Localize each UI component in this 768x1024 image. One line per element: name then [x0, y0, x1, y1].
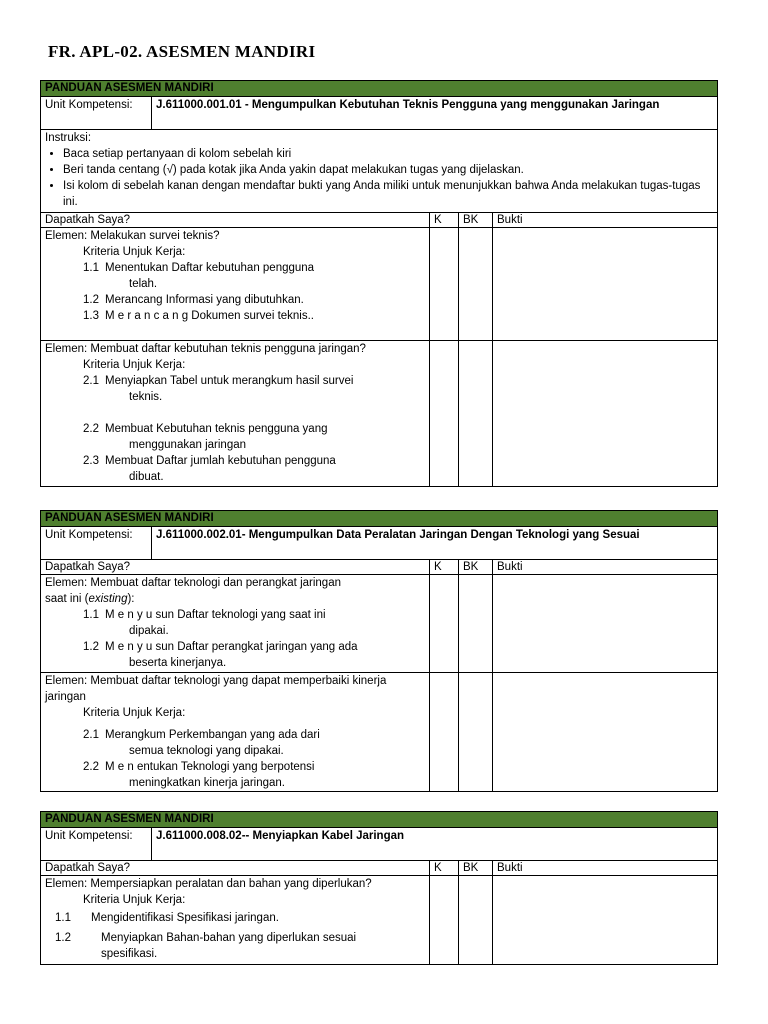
instruction-title: Instruksi:: [45, 132, 92, 144]
criteria-item: 2.1 Menyiapkan Tabel untuk merangkum hasil survei: [83, 375, 354, 387]
element-cell: [41, 228, 430, 341]
criteria-item: 1.3 M e r a n c a n g Dokumen survei teknis..: [83, 310, 315, 322]
element-cell: [41, 876, 430, 965]
criteria-label: Kriteria Unjuk Kerja:: [83, 359, 186, 371]
section-header: PANDUAN ASESMEN MANDIRI: [41, 511, 718, 527]
column-header-evidence: Bukti: [493, 560, 718, 575]
column-header-question: Dapatkah Saya?: [41, 861, 430, 876]
column-header-bk: BK: [459, 861, 493, 876]
criteria-item-cont: dibuat.: [129, 471, 164, 483]
criteria-item-cont: menggunakan jaringan: [129, 439, 247, 451]
unit-code: J.611000.008.02: [156, 830, 242, 842]
element-title: Elemen: Melakukan survei teknis?: [45, 230, 220, 242]
criteria-label: Kriteria Unjuk Kerja:: [83, 246, 186, 258]
unit-title: -- Menyiapkan Kabel Jaringan: [241, 830, 405, 842]
column-header-question: Dapatkah Saya?: [41, 560, 430, 575]
unit-title: - Mengumpulkan Kebutuhan Teknis Pengguna yang menggunakan Jaringan: [241, 99, 660, 111]
assessment-section-2: [40, 510, 718, 792]
evidence-field[interactable]: [493, 876, 718, 965]
criteria-item-cont: spesifikasi.: [101, 948, 158, 960]
column-header-evidence: Bukti: [493, 213, 718, 228]
element-cell: [41, 575, 430, 673]
unit-label: Unit Kompetensi:: [41, 828, 152, 861]
checkbox-k[interactable]: [430, 876, 459, 965]
checkbox-bk[interactable]: [459, 876, 493, 965]
checkbox-bk[interactable]: [459, 228, 493, 341]
element-title-cont: saat ini (existing):: [45, 593, 135, 605]
element-title: Elemen: Mempersiapkan peralatan dan bahan yang diperlukan?: [45, 878, 372, 890]
instruction-cell: [41, 130, 718, 213]
evidence-field[interactable]: [493, 228, 718, 341]
criteria-label: Kriteria Unjuk Kerja:: [83, 707, 186, 719]
unit-label: Unit Kompetensi:: [41, 527, 152, 560]
column-header-bk: BK: [459, 560, 493, 575]
assessment-section-1: [40, 80, 718, 487]
section-header: PANDUAN ASESMEN MANDIRI: [41, 812, 718, 828]
checkbox-bk[interactable]: [459, 673, 493, 792]
criteria-label: Kriteria Unjuk Kerja:: [83, 894, 186, 906]
column-header-k: K: [430, 560, 459, 575]
instruction-list: [45, 146, 713, 210]
checkbox-k[interactable]: [430, 341, 459, 487]
criteria-item: 1.1 Mengidentifikasi Spesifikasi jaringan.: [55, 912, 279, 924]
criteria-item: 1.2 Merancang Informasi yang dibutuhkan.: [83, 294, 304, 306]
instruction-item: • Isi kolom di sebelah kanan dengan mendaftar bukti yang Anda miliki untuk menunjukkan bahwa Anda melakukan tugas-tugas ini.: [63, 178, 713, 210]
criteria-item: 2.1 Merangkum Perkembangan yang ada dari: [83, 729, 320, 741]
criteria-item: 1.2 M e n y u sun Daftar perangkat jaringan yang ada: [83, 641, 358, 653]
column-header-question: Dapatkah Saya?: [41, 213, 430, 228]
column-header-bk: BK: [459, 213, 493, 228]
criteria-item: 1.1 M e n y u sun Daftar teknologi yang saat ini: [83, 609, 326, 621]
criteria-item-cont: meningkatkan kinerja jaringan.: [129, 777, 285, 789]
criteria-item-cont: teknis.: [129, 391, 163, 403]
checkbox-k[interactable]: [430, 575, 459, 673]
instruction-item: • Baca setiap pertanyaan di kolom sebelah kiri: [63, 146, 713, 162]
criteria-item: 1.1 Menentukan Daftar kebutuhan pengguna: [83, 262, 315, 274]
criteria-item: 2.2 Membuat Kebutuhan teknis pengguna yang: [83, 423, 328, 435]
evidence-field[interactable]: [493, 575, 718, 673]
criteria-item-cont: dipakai.: [129, 625, 169, 637]
instruction-item: • Beri tanda centang (√) pada kotak jika Anda yakin dapat melakukan tugas yang dijelaskan.: [63, 162, 713, 178]
criteria-item: 2.3 Membuat Daftar jumlah kebutuhan pengguna: [83, 455, 336, 467]
column-header-evidence: Bukti: [493, 861, 718, 876]
element-title: Elemen: Membuat daftar teknologi yang dapat memperbaiki kinerja jaringan: [45, 675, 387, 703]
criteria-item: 2.2 M e n entukan Teknologi yang berpotensi: [83, 761, 315, 773]
criteria-item-cont: beserta kinerjanya.: [129, 657, 227, 669]
document-title: FR. APL-02. ASESMEN MANDIRI: [48, 42, 316, 61]
element-title: Elemen: Membuat daftar kebutuhan teknis pengguna jaringan?: [45, 343, 366, 355]
checkbox-bk[interactable]: [459, 341, 493, 487]
section-header: PANDUAN ASESMEN MANDIRI: [41, 81, 718, 97]
unit-code: J.611000.001.01: [156, 99, 242, 111]
criteria-item-cont: telah.: [129, 278, 158, 290]
checkbox-bk[interactable]: [459, 575, 493, 673]
element-cell: [41, 341, 430, 487]
column-header-k: K: [430, 213, 459, 228]
element-title: Elemen: Membuat daftar teknologi dan perangkat jaringan: [45, 577, 341, 589]
unit-value: [152, 527, 718, 560]
unit-value: [152, 828, 718, 861]
column-header-k: K: [430, 861, 459, 876]
criteria-item-cont: semua teknologi yang dipakai.: [129, 745, 284, 757]
unit-value: [152, 97, 718, 130]
element-cell: [41, 673, 430, 792]
checkbox-k[interactable]: [430, 673, 459, 792]
criteria-item: 1.2 Menyiapkan Bahan-bahan yang diperlukan sesuai: [55, 932, 357, 944]
evidence-field[interactable]: [493, 673, 718, 792]
evidence-field[interactable]: [493, 341, 718, 487]
checkbox-k[interactable]: [430, 228, 459, 341]
unit-label: Unit Kompetensi:: [41, 97, 152, 130]
assessment-section-3: [40, 811, 718, 965]
unit-code: J.611000.002.01: [156, 529, 242, 541]
unit-title: - Mengumpulkan Data Peralatan Jaringan Dengan Teknologi yang Sesuai: [241, 529, 640, 541]
